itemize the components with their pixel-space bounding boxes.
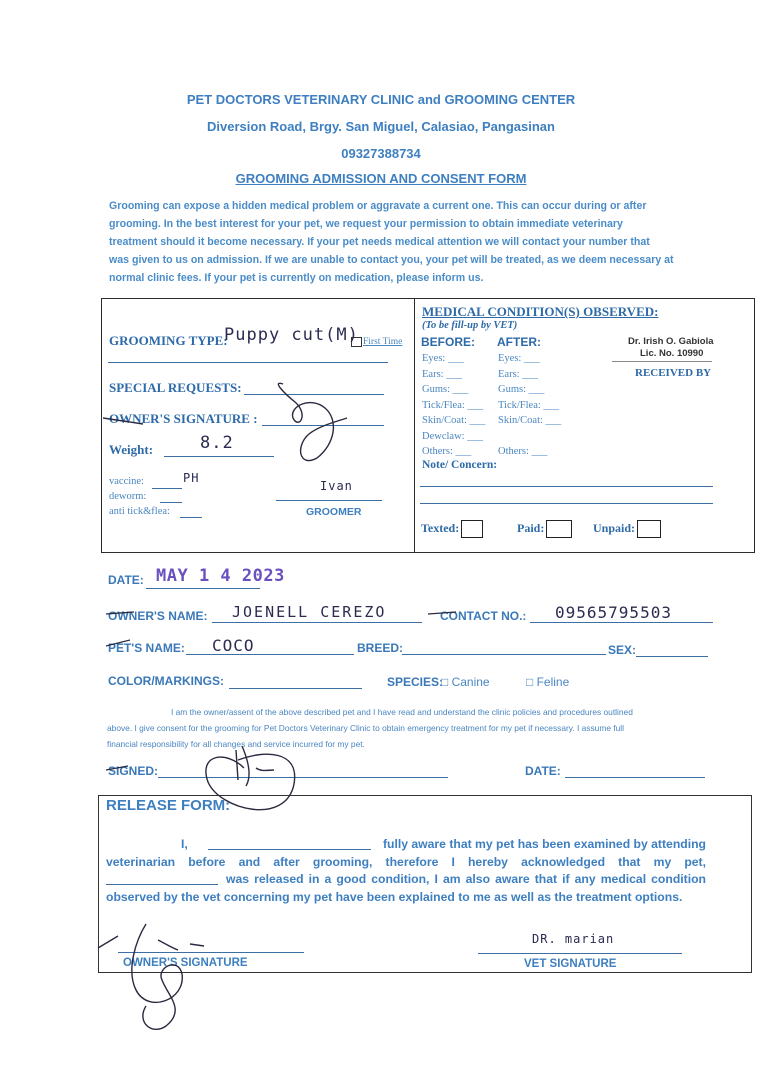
intro-line: treatment should it become necessary. If your pet needs medical attention we will contact your number that xyxy=(109,236,650,248)
release-vet-sig-line[interactable] xyxy=(478,953,682,954)
release-line3: was released in a good condition, I am also aware that if any medical condition xyxy=(226,872,706,886)
before-item: Dewclaw: ___ xyxy=(422,430,483,442)
intro-paragraph xyxy=(109,197,715,287)
grooming-type-value[interactable]: Puppy cut(M) xyxy=(224,325,359,345)
before-item: Skin/Coat: ___ xyxy=(422,415,486,426)
unpaid-field xyxy=(593,520,661,538)
texted-checkbox[interactable] xyxy=(461,520,483,538)
color-label: COLOR/MARKINGS: xyxy=(108,674,224,688)
after-item xyxy=(498,429,588,445)
contact-line xyxy=(530,622,713,623)
weight-value[interactable]: 8.2 xyxy=(200,433,234,453)
pet-name-value[interactable]: COCO xyxy=(212,636,255,655)
release-pet-line[interactable] xyxy=(106,871,218,885)
consent-date-line[interactable] xyxy=(565,777,705,778)
note-label: Note/ Concern: xyxy=(422,459,498,471)
texted-label: Texted: xyxy=(421,520,460,535)
after-item: Tick/Flea: ___ xyxy=(498,399,560,411)
medical-title: MEDICAL CONDITION(S) OBSERVED: xyxy=(422,304,659,319)
pet-name-label: PET'S NAME: xyxy=(108,641,185,655)
after-item: Ears: ___ xyxy=(498,368,538,380)
canine-option[interactable]: □ Canine xyxy=(441,675,490,689)
breed-label: BREED: xyxy=(357,641,404,655)
anti-tick-line[interactable] xyxy=(180,517,202,518)
contact-value[interactable]: 09565795503 xyxy=(555,603,672,622)
vaccine-label: vaccine: xyxy=(109,476,144,487)
weight-label: Weight: xyxy=(109,442,154,457)
deworm-label: deworm: xyxy=(109,491,147,502)
box-divider xyxy=(414,298,415,552)
unpaid-checkbox[interactable] xyxy=(637,520,661,538)
groomer-line xyxy=(276,500,382,501)
intro-line: normal clinic fees. If your pet is currently on medication, please inform us. xyxy=(109,272,484,284)
release-line xyxy=(106,871,706,889)
sex-label: SEX: xyxy=(608,643,637,657)
first-time-label: First Time xyxy=(363,337,403,347)
consent-line: financial responsibility for all changes and service incurred for my pet. xyxy=(107,739,365,749)
intro-line: Grooming can expose a hidden medical problem or aggravate a current one. This can occur during or after xyxy=(109,200,647,212)
first-time-checkbox[interactable] xyxy=(351,337,362,347)
release-owner-scribble xyxy=(96,910,316,1038)
intro-line: was given to us on admission. If we are unable to contact you, your pet will be treated, as we deem necessary at xyxy=(109,254,674,266)
form-title: GROOMING ADMISSION AND CONSENT FORM xyxy=(235,171,527,186)
owner-signature-label: OWNER'S SIGNATURE : xyxy=(109,411,258,426)
after-item: Others: ___ xyxy=(498,446,548,457)
release-line xyxy=(106,836,706,854)
grooming-type-label: GROOMING TYPE: xyxy=(109,333,228,348)
release-text xyxy=(106,836,706,906)
texted-field xyxy=(421,520,483,538)
note-line-1[interactable] xyxy=(420,486,713,487)
contact-label: CONTACT NO.: xyxy=(440,609,527,623)
release-line1-post: fully aware that my pet has been examined by attending xyxy=(382,837,706,851)
owner-name-label: OWNER'S NAME: xyxy=(108,609,208,623)
vaccine-line xyxy=(152,488,182,489)
before-item: Tick/Flea: ___ xyxy=(422,399,484,411)
paid-field xyxy=(517,520,572,538)
clinic-phone: 09327388734 xyxy=(341,146,421,161)
before-item: Ears: ___ xyxy=(422,368,462,380)
consent-line: above. I give consent for the grooming for Pet Doctors Veterinary Clinic to obtain emergency treatment for my pet if necessary. I assume full xyxy=(107,723,625,733)
paid-checkbox[interactable] xyxy=(546,520,572,538)
clinic-address: Diversion Road, Brgy. San Miguel, Calasiao, Pangasinan xyxy=(207,119,555,134)
received-by-label: RECEIVED BY xyxy=(635,367,712,379)
before-item: Eyes: ___ xyxy=(422,353,464,364)
medical-subtitle: (To be fill-up by VET) xyxy=(422,320,518,331)
after-item: Skin/Coat: ___ xyxy=(498,415,562,426)
feline-option[interactable]: □ Feline xyxy=(526,675,570,689)
intro-line: grooming. In the best interest for your pet, we request your permission to obtain immediate veterinary xyxy=(109,218,623,230)
before-item: Others: ___ xyxy=(422,446,472,457)
special-requests-label: SPECIAL REQUESTS: xyxy=(109,380,242,395)
release-line: observed by the vet concerning my pet have been explained to me as well as the treatment options. xyxy=(106,889,683,904)
anti-tick-label: anti tick&flea: xyxy=(109,506,170,517)
owner-signature-scribble xyxy=(103,378,353,470)
before-item: Gums: ___ xyxy=(422,384,469,395)
vaccine-value[interactable]: PH xyxy=(183,471,200,485)
release-i: I, xyxy=(181,837,188,851)
species-label: SPECIES: xyxy=(387,675,444,689)
vet-stamp-line xyxy=(612,361,712,362)
groomer-label: GROOMER xyxy=(306,506,362,518)
consent-date-label: DATE: xyxy=(525,764,561,778)
release-line: veterinarian before and after grooming, therefore I hereby acknowledged that my pet, xyxy=(106,854,706,869)
release-name-line[interactable] xyxy=(208,836,371,850)
grooming-type-line xyxy=(108,362,388,363)
after-item: Eyes: ___ xyxy=(498,353,540,364)
sex-line[interactable] xyxy=(636,656,708,657)
date-line xyxy=(146,588,260,589)
release-vet-sig-label: VET SIGNATURE xyxy=(524,958,617,970)
release-owner-sig-label: OWNER'S SIGNATURE xyxy=(123,957,248,969)
note-line-2[interactable] xyxy=(420,503,713,504)
after-column xyxy=(498,351,588,460)
release-vet-value: DR. marian xyxy=(532,932,615,946)
consent-line: I am the owner/assent of the above described pet and I have read and understand the clinic policies and procedures outlined xyxy=(171,707,633,717)
owner-name-value[interactable]: JOENELL CEREZO xyxy=(232,603,387,621)
before-label: BEFORE: xyxy=(421,335,475,349)
release-title: RELEASE FORM: xyxy=(106,797,231,814)
deworm-line[interactable] xyxy=(160,502,182,503)
vet-license: Lic. No. 10990 xyxy=(640,348,704,359)
after-label: AFTER: xyxy=(497,335,541,349)
vet-name: Dr. Irish O. Gabiola xyxy=(628,336,714,347)
groomer-value[interactable]: Ivan xyxy=(320,479,353,493)
after-item: Gums: ___ xyxy=(498,384,545,395)
signed-label: SIGNED: xyxy=(108,764,159,778)
date-stamp: MAY 1 4 2023 xyxy=(156,566,285,586)
clinic-name: PET DOCTORS VETERINARY CLINIC and GROOMING CENTER xyxy=(186,92,576,107)
date-label: DATE: xyxy=(108,573,144,587)
paid-label: Paid: xyxy=(517,520,545,535)
unpaid-label: Unpaid: xyxy=(593,520,636,535)
